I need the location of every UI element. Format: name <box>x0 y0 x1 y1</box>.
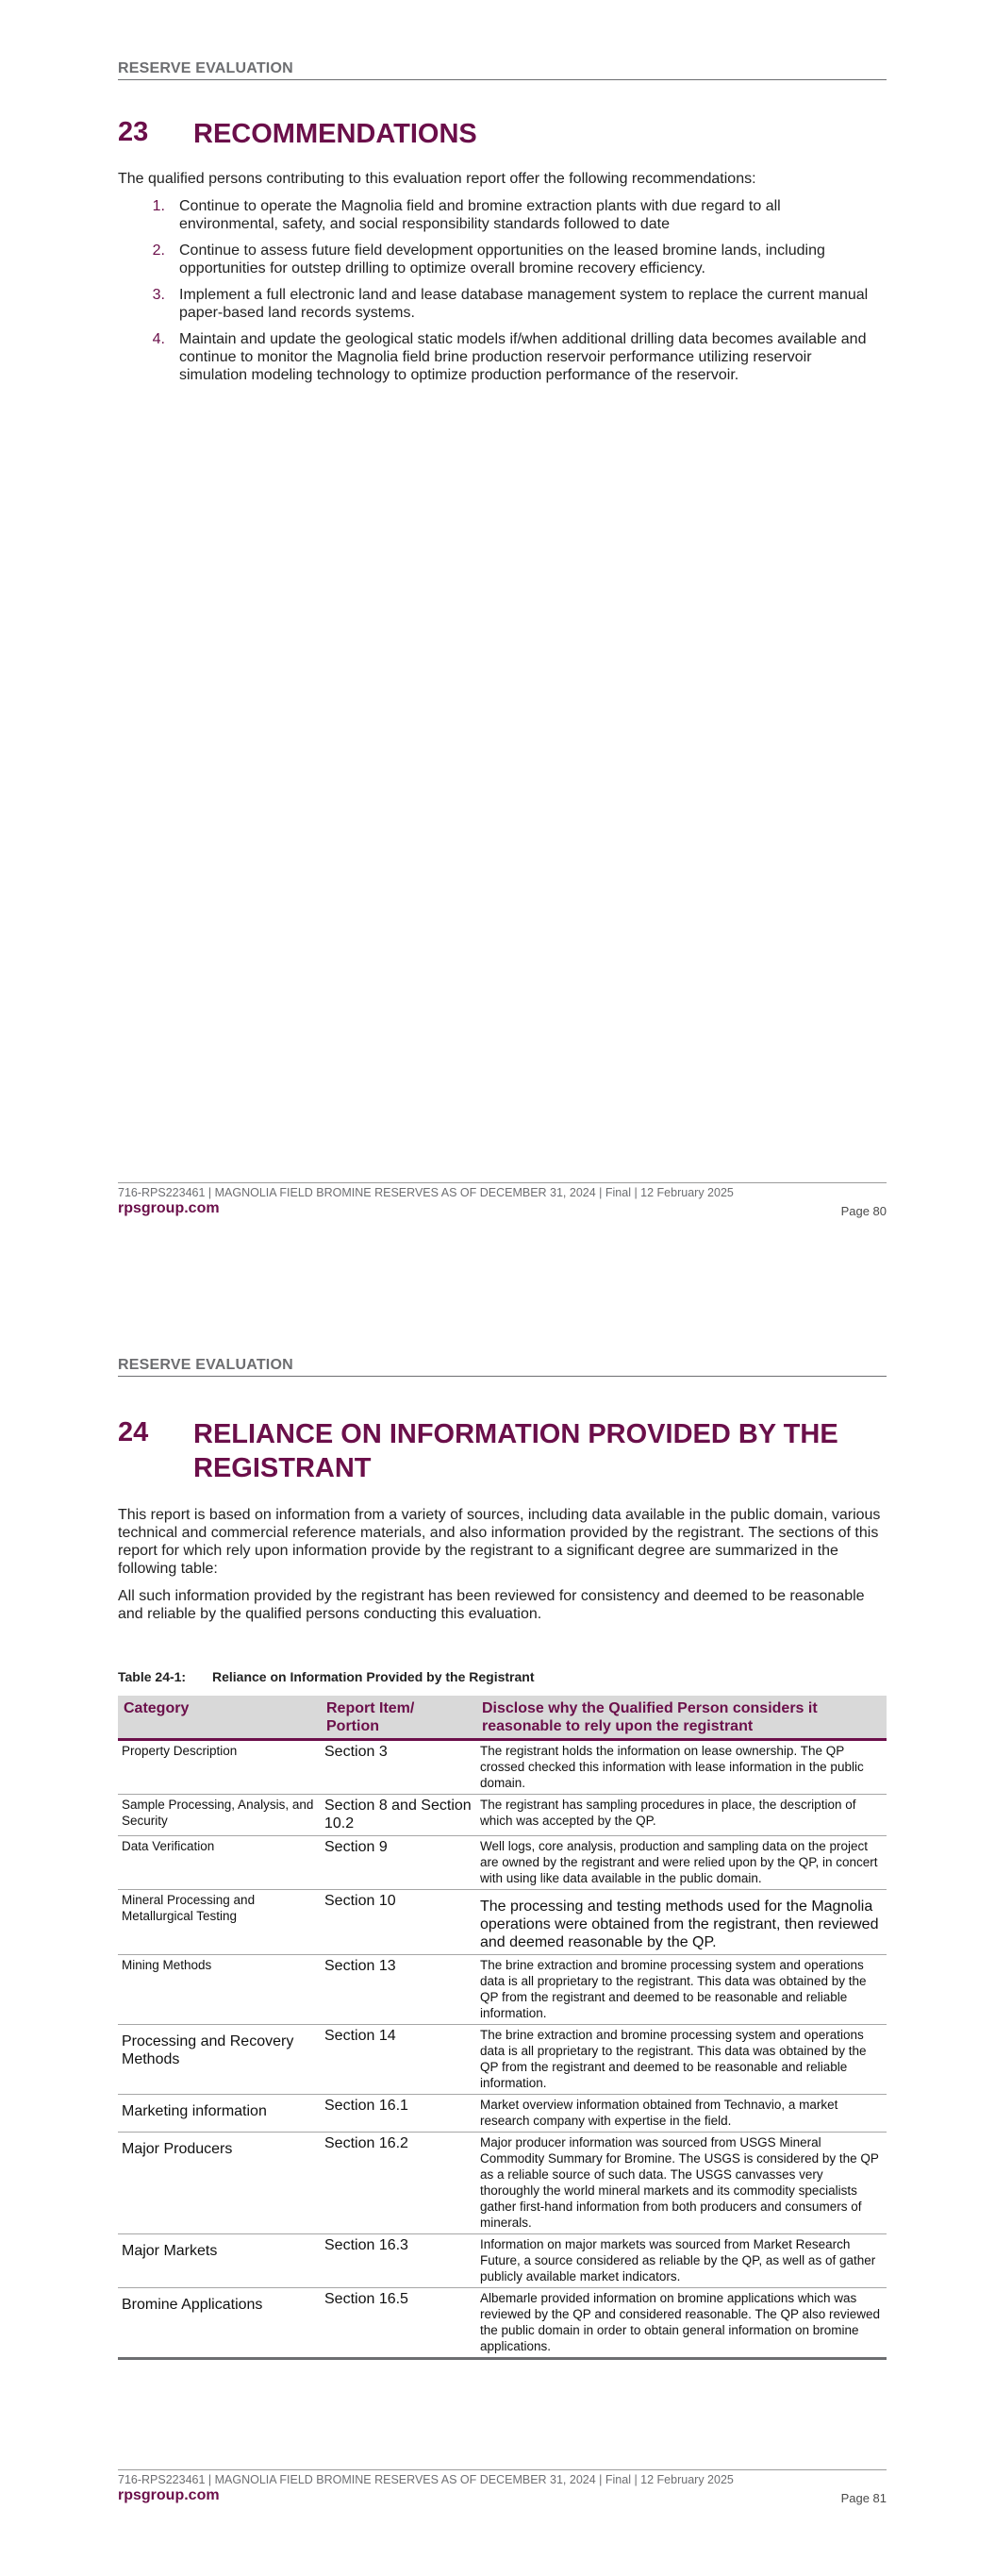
list-number: 4. <box>152 331 165 347</box>
table-caption-label: Table 24-1: <box>118 1669 187 1684</box>
recommendations-list <box>118 197 887 384</box>
recommendations-body <box>118 170 887 393</box>
list-text: Continue to operate the Magnolia field and bromine extraction plants with due regard to all environmental, safety, and social responsibility standards followed to date <box>179 198 781 232</box>
reliance-table <box>118 1696 887 2360</box>
cell-category: Data Verification <box>118 1836 321 1890</box>
table-row <box>118 1955 887 2025</box>
list-text: Implement a full electronic land and lease database management system to replace the current manual paper-based land records systems. <box>179 287 869 321</box>
table-header-row <box>118 1696 887 1740</box>
running-header: RESERVE EVALUATION <box>118 60 887 80</box>
table-row <box>118 2288 887 2359</box>
section-number: 23 <box>118 117 149 147</box>
cell-disclose: Market overview information obtained from Technavio, a market research company with expertise in the field. <box>476 2095 887 2133</box>
cell-disclose: Information on major markets was sourced from Market Research Future, a source considered as reliable by the QP, as well as of gather publicly available market indicators. <box>476 2234 887 2288</box>
cell-category: Sample Processing, Analysis, and Security <box>118 1795 321 1836</box>
header-disclose: Disclose why the Qualified Person considers it reasonable to rely upon the registrant <box>476 1696 887 1740</box>
cell-item: Section 16.1 <box>321 2095 476 2133</box>
cell-disclose: The brine extraction and bromine processing system and operations data is all proprietary to the registrant. This data was obtained by the QP from the registrant and deemed to be reasonable and reliable information. <box>476 2025 887 2095</box>
header-item: Report Item/ Portion <box>321 1696 476 1740</box>
cell-disclose: The brine extraction and bromine processing system and operations data is all proprietary to the registrant. This data was obtained by the QP from the registrant and deemed to be reasonable and reliable information. <box>476 1955 887 2025</box>
cell-disclose: Albemarle provided information on bromine applications which was reviewed by the QP and considered reasonable. The QP also reviewed the public domain in order to obtain general information on bromine applications. <box>476 2288 887 2359</box>
table-row <box>118 1795 887 1836</box>
cell-item: Section 9 <box>321 1836 476 1890</box>
paragraph: All such information provided by the registrant has been reviewed for consistency and deemed to be reasonable and reliable by the qualified persons conducting this evaluation. <box>118 1588 865 1622</box>
section-title: RECOMMENDATIONS <box>193 119 477 149</box>
footer-text: 716-RPS223461 | MAGNOLIA FIELD BROMINE RESERVES AS OF DECEMBER 31, 2024 | Final | 12 February 2025 <box>118 1182 887 1199</box>
list-item <box>118 242 887 277</box>
cell-category: Processing and Recovery Methods <box>118 2025 321 2095</box>
footer-site-link[interactable]: rpsgroup.com <box>118 1200 220 1216</box>
cell-disclose: The registrant has sampling procedures in place, the description of which was accepted by the QP. <box>476 1795 887 1836</box>
list-number: 1. <box>152 198 165 214</box>
list-text: Continue to assess future field development opportunities on the leased bromine lands, including opportunities for outstep drilling to optimize overall bromine recovery efficiency. <box>179 243 825 276</box>
cell-disclose: Well logs, core analysis, production and sampling data on the project are owned by the registrant and were relied upon by the QP, in concert with using like data available in the public domain. <box>476 1836 887 1890</box>
table-row <box>118 2095 887 2133</box>
table-row <box>118 1740 887 1795</box>
header-category: Category <box>118 1696 321 1740</box>
table-row <box>118 2133 887 2234</box>
page-number: Page 81 <box>840 2491 887 2505</box>
cell-item: Section 16.3 <box>321 2234 476 2288</box>
page-number: Page 80 <box>840 1204 887 1218</box>
list-item <box>118 330 887 384</box>
list-item <box>118 286 887 322</box>
cell-category: Marketing information <box>118 2095 321 2133</box>
cell-category: Bromine Applications <box>118 2288 321 2359</box>
cell-item: Section 16.2 <box>321 2133 476 2234</box>
cell-item: Section 3 <box>321 1740 476 1795</box>
table-row <box>118 2234 887 2288</box>
running-header: RESERVE EVALUATION <box>118 1357 887 1377</box>
cell-disclose: The processing and testing methods used for the Magnolia operations were obtained from the registrant, then reviewed and deemed reasonable by the QP. <box>476 1890 887 1955</box>
table-row <box>118 2025 887 2095</box>
intro-paragraph: The qualified persons contributing to this evaluation report offer the following recommendations: <box>118 171 756 187</box>
cell-item: Section 16.5 <box>321 2288 476 2359</box>
cell-item: Section 13 <box>321 1955 476 2025</box>
cell-category: Major Producers <box>118 2133 321 2234</box>
table-caption-title: Reliance on Information Provided by the Registrant <box>212 1669 535 1684</box>
table-row <box>118 1890 887 1955</box>
cell-category: Mining Methods <box>118 1955 321 2025</box>
list-number: 2. <box>152 243 165 259</box>
cell-disclose: The registrant holds the information on lease ownership. The QP crossed checked this information with lease information in the public domain. <box>476 1740 887 1795</box>
page-81 <box>0 1288 995 2576</box>
section-title: RELIANCE ON INFORMATION PROVIDED BY THE REGISTRANT <box>193 1419 838 1483</box>
cell-item: Section 8 and Section 10.2 <box>321 1795 476 1836</box>
list-item <box>118 197 887 233</box>
cell-disclose: Major producer information was sourced from USGS Mineral Commodity Summary for Bromine. The USGS is considered by the QP as a reliable source of such data. The USGS canvasses very thoroughly the world mineral markets and its commodity specialists gather first-hand information from both producers and consumers of minerals. <box>476 2133 887 2234</box>
footer-site-link[interactable]: rpsgroup.com <box>118 2487 220 2503</box>
cell-item: Section 14 <box>321 2025 476 2095</box>
paragraph: This report is based on information from a variety of sources, including data available in the public domain, various technical and commercial reference materials, and also information provided by the registrant. The sections of this report for which rely upon information provide by the registrant to a significant degree are summarized in the following table: <box>118 1507 881 1577</box>
table-row <box>118 1836 887 1890</box>
section-heading <box>118 1417 887 1485</box>
cell-category: Property Description <box>118 1740 321 1795</box>
section-number: 24 <box>118 1417 149 1447</box>
list-text: Maintain and update the geological static models if/when additional drilling data becomes available and continue to monitor the Magnolia field brine production reservoir performance utilizing reservoir simulation modeling technology to optimize production performance of the reservoir. <box>179 331 867 383</box>
cell-item: Section 10 <box>321 1890 476 1955</box>
cell-category: Major Markets <box>118 2234 321 2288</box>
table-caption <box>118 1669 887 1684</box>
list-number: 3. <box>152 287 165 303</box>
section-heading <box>118 117 887 151</box>
footer-text: 716-RPS223461 | MAGNOLIA FIELD BROMINE RESERVES AS OF DECEMBER 31, 2024 | Final | 12 February 2025 <box>118 2469 887 2486</box>
reliance-body <box>118 1506 887 1632</box>
cell-category: Mineral Processing and Metallurgical Testing <box>118 1890 321 1955</box>
